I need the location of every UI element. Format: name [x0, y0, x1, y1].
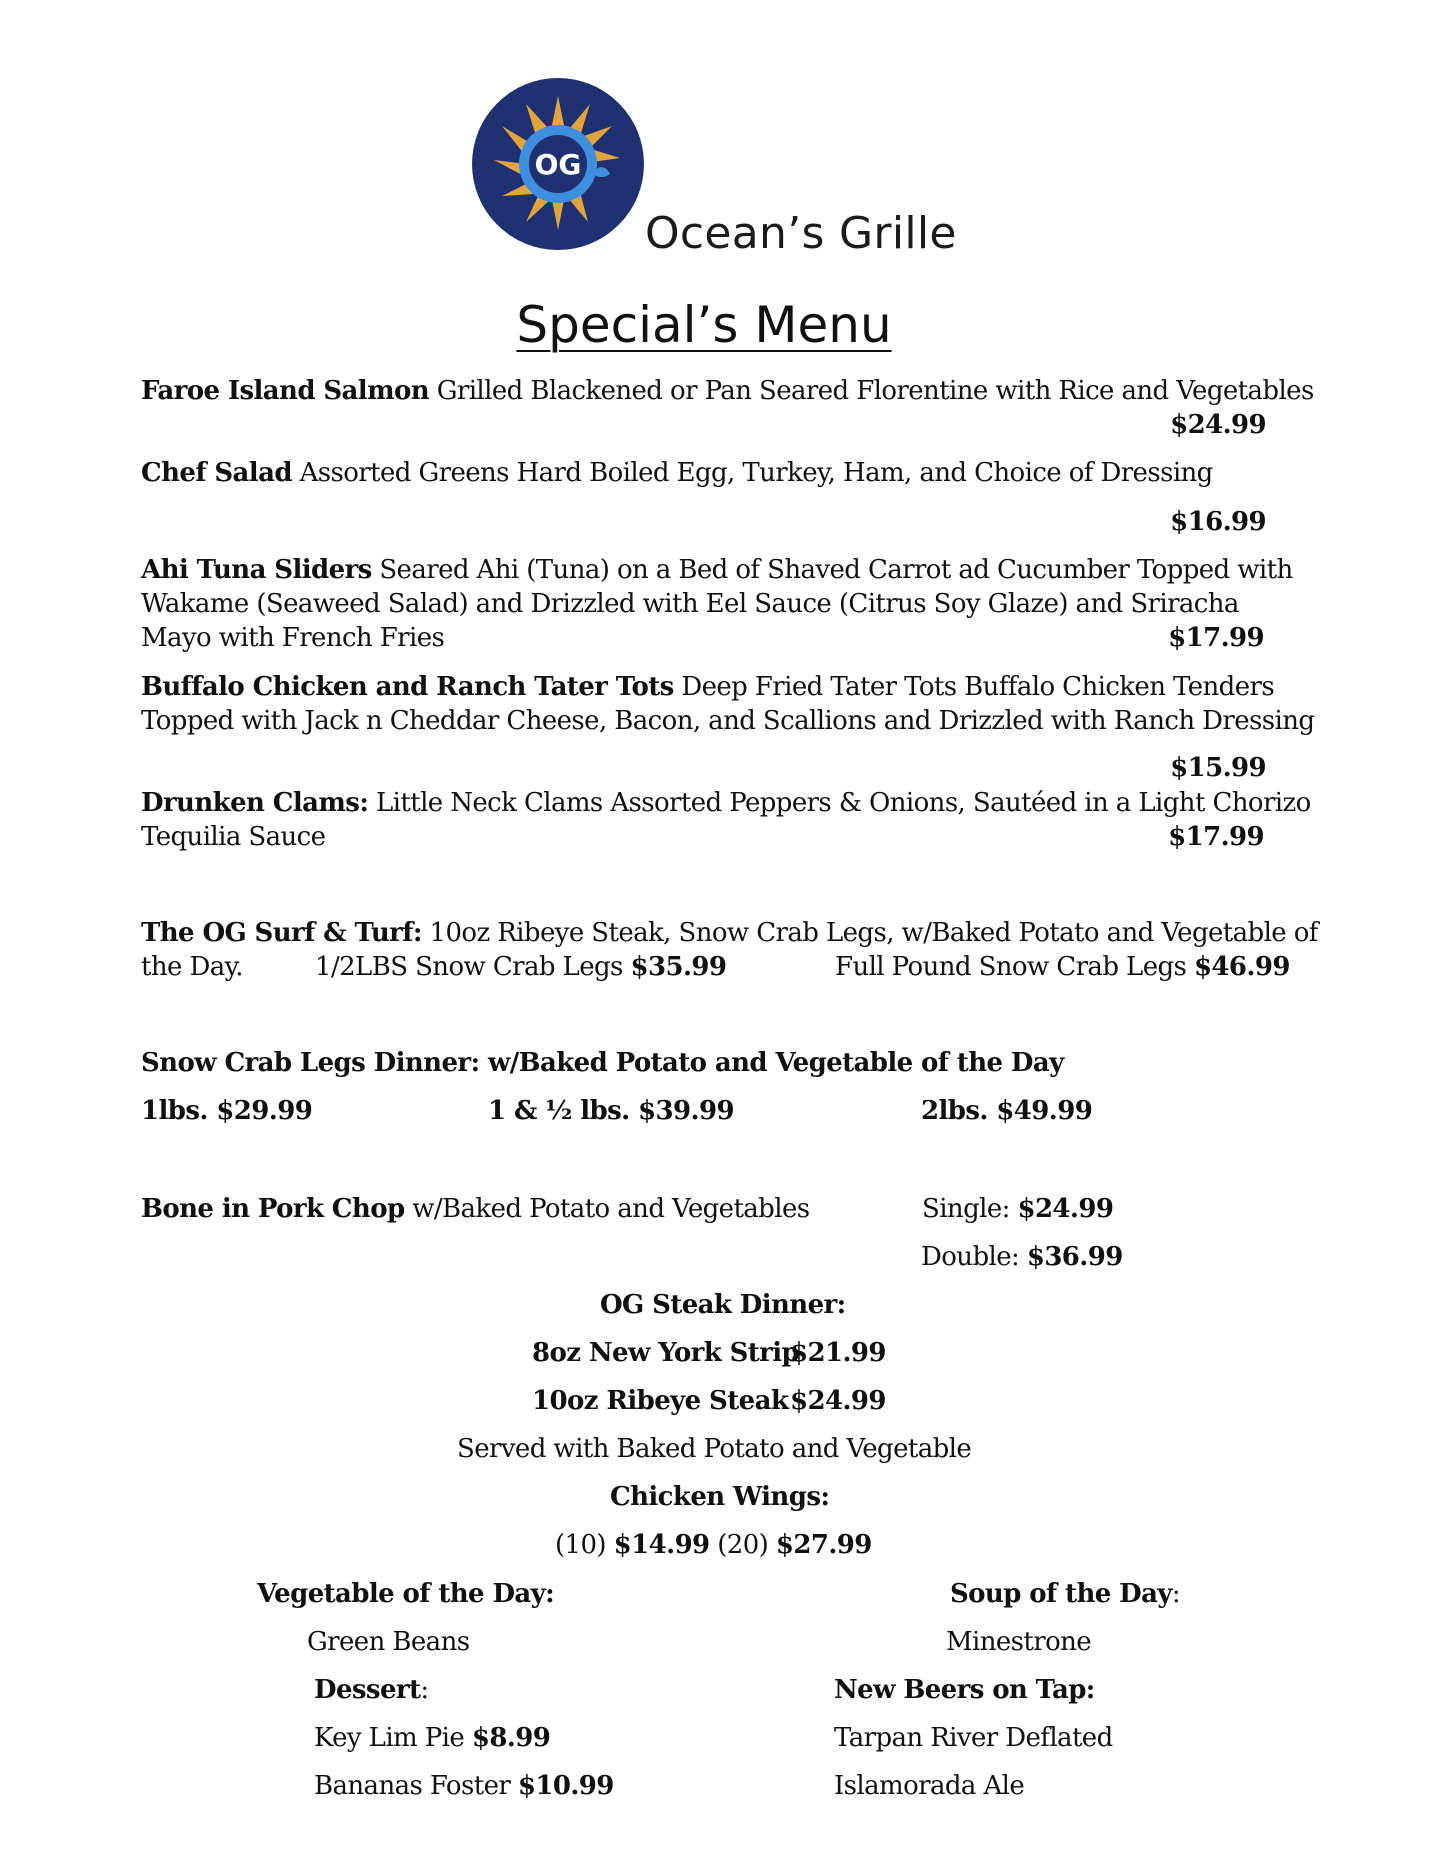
dessert-item-1: Key Lim Pie $8.99	[314, 1723, 551, 1753]
menu-item-snow-crab: Snow Crab Legs Dinner: w/Baked Potato and Vegetable of the Day	[141, 1048, 1064, 1078]
item-price: $24.99	[1170, 410, 1266, 440]
item-description: Assorted Greens Hard Boiled Egg, Turkey, Ham, and Choice of Dressing	[291, 458, 1213, 488]
restaurant-name: Ocean’s Grille	[645, 208, 957, 259]
wings-options: (10) $14.99 (20) $27.99	[555, 1530, 872, 1560]
item-name: Ahi Tuna Sliders	[141, 555, 372, 585]
vegetable-heading: Vegetable of the Day:	[257, 1579, 555, 1609]
steak-ribeye-option: 10oz Ribeye Steak	[532, 1386, 789, 1416]
menu-item-chef-salad	[141, 458, 1213, 488]
item-description: Seared Ahi (Tuna) on a Bed of Shaved Carrot ad Cucumber Topped with	[371, 555, 1293, 585]
steak-dinner-heading: OG Steak Dinner:	[600, 1290, 846, 1320]
pork-double-option: Double: $36.99	[921, 1242, 1123, 1272]
snow-crab-option-1-5lb: 1 & ½ lbs. $39.99	[488, 1096, 734, 1126]
item-description: Mayo with French Fries	[141, 623, 445, 653]
vegetable-value: Green Beans	[307, 1627, 470, 1657]
menu-item-buffalo-tots	[141, 672, 1274, 702]
item-name: Chef Salad	[141, 458, 292, 488]
soup-value: Minestrone	[946, 1627, 1092, 1657]
item-price: $16.99	[1170, 507, 1266, 537]
menu-item-drunken-clams	[141, 788, 1311, 818]
item-description: Little Neck Clams Assorted Peppers & Onions, Sautéed in a Light Chorizo	[368, 788, 1311, 818]
soup-heading: Soup of the Day:	[950, 1579, 1181, 1609]
beer-item-1: Tarpan River Deflated	[834, 1723, 1113, 1753]
item-description: Deep Fried Tater Tots Buffalo Chicken Tenders	[673, 672, 1275, 702]
surf-turf-full-option: Full Pound Snow Crab Legs $46.99	[835, 952, 1290, 982]
menu-item-pork-chop	[141, 1194, 809, 1224]
item-description: Topped with Jack n Cheddar Cheese, Bacon, and Scallions and Drizzled with Ranch Dressing	[141, 706, 1315, 736]
item-price: $17.99	[1168, 822, 1264, 852]
dessert-item-2: Bananas Foster $10.99	[314, 1771, 614, 1801]
menu-title: Special’s Menu	[516, 296, 892, 354]
menu-item-salmon	[141, 376, 1314, 406]
item-description: Wakame (Seaweed Salad) and Drizzled with Eel Sauce (Citrus Soy Glaze) and Sriracha	[141, 589, 1239, 619]
restaurant-logo	[472, 78, 644, 250]
item-name: Drunken Clams:	[141, 788, 369, 818]
item-description: Tequilia Sauce	[141, 822, 326, 852]
steak-served-note: Served with Baked Potato and Vegetable	[457, 1434, 972, 1464]
steak-strip-option: 8oz New York Strip	[532, 1338, 800, 1368]
item-name: Buffalo Chicken and Ranch Tater Tots	[141, 672, 674, 702]
item-name: The OG Surf & Turf:	[141, 918, 422, 948]
item-price: $15.99	[1170, 753, 1266, 783]
snow-crab-option-2lb: 2lbs. $49.99	[921, 1096, 1093, 1126]
item-name: Bone in Pork Chop	[141, 1194, 405, 1224]
dessert-heading: Dessert:	[314, 1675, 429, 1705]
item-description: Grilled Blackened or Pan Seared Florentine with Rice and Vegetables	[429, 376, 1314, 406]
item-name: Faroe Island Salmon	[141, 376, 430, 406]
steak-ribeye-price: $24.99	[790, 1386, 886, 1416]
item-price: $17.99	[1168, 623, 1264, 653]
item-description: w/Baked Potato and Vegetables	[404, 1194, 810, 1224]
beers-heading: New Beers on Tap:	[834, 1675, 1095, 1705]
item-description: 10oz Ribeye Steak, Snow Crab Legs, w/Baked Potato and Vegetable of	[421, 918, 1318, 948]
svg-text:OG: OG	[534, 148, 582, 181]
menu-item-ahi-tuna	[141, 555, 1293, 585]
beer-item-2: Islamorada Ale	[834, 1771, 1025, 1801]
steak-strip-price: $21.99	[790, 1338, 886, 1368]
surf-turf-half-option: 1/2LBS Snow Crab Legs $35.99	[315, 952, 727, 982]
pork-single-option: Single: $24.99	[922, 1194, 1114, 1224]
snow-crab-option-1lb: 1lbs. $29.99	[141, 1096, 313, 1126]
menu-item-surf-turf	[141, 918, 1318, 948]
item-description: the Day.	[141, 952, 243, 982]
wings-heading: Chicken Wings:	[610, 1482, 830, 1512]
